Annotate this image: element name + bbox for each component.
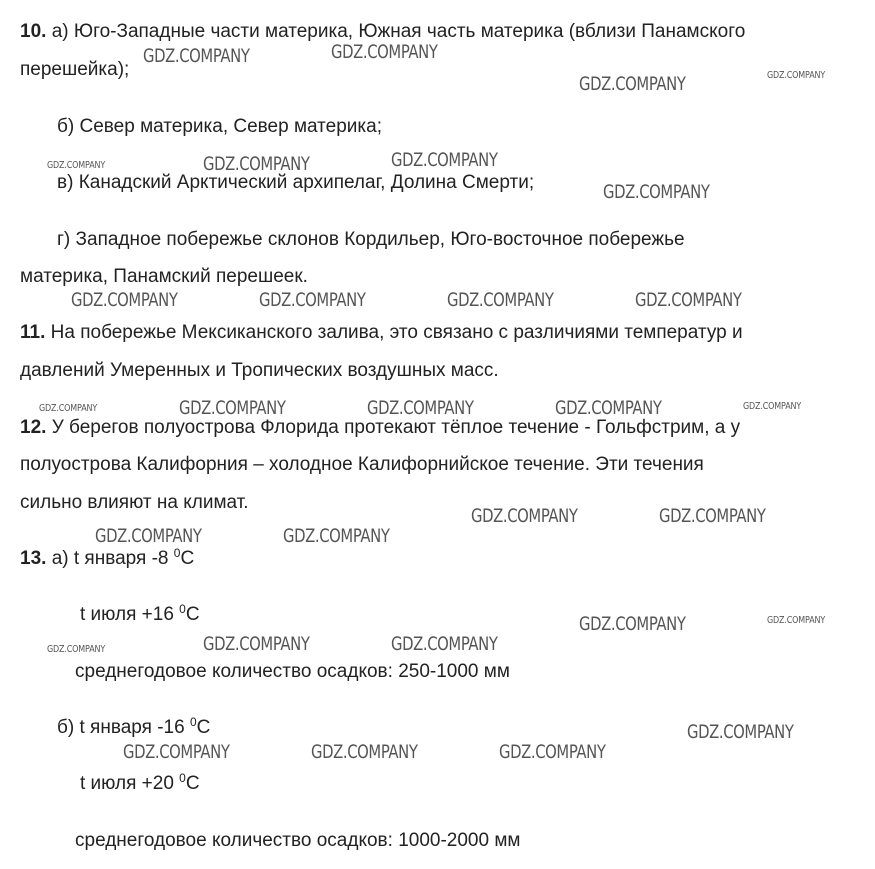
watermark: GDZ.COMPANY xyxy=(767,615,826,626)
q13-b-precip: среднегодовое количество осадков: 1000-2000 мм xyxy=(75,830,521,851)
watermark: GDZ.COMPANY xyxy=(471,505,578,527)
q12-number: 12. xyxy=(20,417,47,438)
q12-text-2: полуострова Калифорния – холодное Калифорнийское течение. Эти течения xyxy=(20,454,704,475)
watermark: GDZ.COMPANY xyxy=(447,289,554,311)
q13-a-jan-text: а) t января -8 xyxy=(46,548,174,569)
q13-b-jan-text: б) t января -16 xyxy=(57,717,190,738)
q10-a-text-1: а) Юго-Западные части материка, Южная часть материка (вблизи Панамского xyxy=(46,21,746,42)
unit: С xyxy=(196,717,211,738)
watermark: GDZ.COMPANY xyxy=(47,160,106,171)
watermark: GDZ.COMPANY xyxy=(603,181,710,203)
watermark: GDZ.COMPANY xyxy=(687,721,794,743)
watermark: GDZ.COMPANY xyxy=(39,403,98,414)
unit: С xyxy=(185,604,200,625)
q13-b-jul xyxy=(80,771,200,794)
q11-number: 11. xyxy=(20,322,46,343)
degree-sup: 0 xyxy=(179,771,186,785)
watermark: GDZ.COMPANY xyxy=(367,397,474,419)
q12-text-1: У берегов полуострова Флорида протекают тёплое течение - Гольфстрим, а у xyxy=(46,417,741,438)
q10-b-text: б) Север материка, Север материка; xyxy=(57,116,382,137)
q13-a-precip: среднегодовое количество осадков: 250-1000 мм xyxy=(75,661,510,682)
watermark: GDZ.COMPANY xyxy=(203,633,310,655)
q13-a-jul xyxy=(80,602,200,625)
watermark: GDZ.COMPANY xyxy=(579,613,686,635)
q10-line-a1 xyxy=(20,22,745,41)
degree-sup: 0 xyxy=(173,546,181,560)
watermark: GDZ.COMPANY xyxy=(203,153,310,175)
watermark: GDZ.COMPANY xyxy=(283,525,390,547)
q13-b-jul-text: t июля +20 xyxy=(80,773,180,794)
q12-line-1 xyxy=(20,418,740,437)
watermark: GDZ.COMPANY xyxy=(743,401,802,412)
q10-d-text-2: материка, Панамский перешеек. xyxy=(20,266,308,287)
watermark: GDZ.COMPANY xyxy=(555,397,662,419)
watermark: GDZ.COMPANY xyxy=(143,45,250,67)
watermark: GDZ.COMPANY xyxy=(331,41,438,63)
q10-number: 10. xyxy=(20,21,47,42)
watermark: GDZ.COMPANY xyxy=(71,289,178,311)
q13-number: 13. xyxy=(20,548,47,569)
watermark: GDZ.COMPANY xyxy=(659,505,766,527)
watermark: GDZ.COMPANY xyxy=(635,289,742,311)
q10-d-text-1: г) Западное побережье склонов Кордильер, Юго-восточное побережье xyxy=(57,229,685,250)
unit: С xyxy=(180,548,195,569)
q11-text-2: давлений Умеренных и Тропических воздушных масс. xyxy=(20,360,499,381)
q13-a-jul-text: t июля +16 xyxy=(80,604,180,625)
q11-line-1 xyxy=(20,323,743,342)
q11-text-1: На побережье Мексиканского залива, это связано с различиями температур и xyxy=(45,322,743,343)
q13-a-jan xyxy=(20,546,195,569)
watermark: GDZ.COMPANY xyxy=(179,397,286,419)
degree-sup: 0 xyxy=(189,715,197,729)
watermark: GDZ.COMPANY xyxy=(47,644,106,655)
watermark: GDZ.COMPANY xyxy=(123,741,230,763)
watermark: GDZ.COMPANY xyxy=(391,633,498,655)
q12-text-3: сильно влияют на климат. xyxy=(20,492,249,513)
watermark: GDZ.COMPANY xyxy=(391,149,498,171)
watermark: GDZ.COMPANY xyxy=(499,741,606,763)
watermark: GDZ.COMPANY xyxy=(95,525,202,547)
degree-sup: 0 xyxy=(179,602,186,616)
q10-a-text-2: перешейка); xyxy=(20,59,130,80)
q13-b-jan xyxy=(57,715,211,738)
watermark: GDZ.COMPANY xyxy=(579,73,686,95)
q10-c-text: в) Канадский Арктический архипелаг, Долина Смерти; xyxy=(57,172,535,193)
watermark: GDZ.COMPANY xyxy=(311,741,418,763)
watermark: GDZ.COMPANY xyxy=(259,289,366,311)
unit: С xyxy=(185,773,200,794)
watermark: GDZ.COMPANY xyxy=(767,70,826,81)
